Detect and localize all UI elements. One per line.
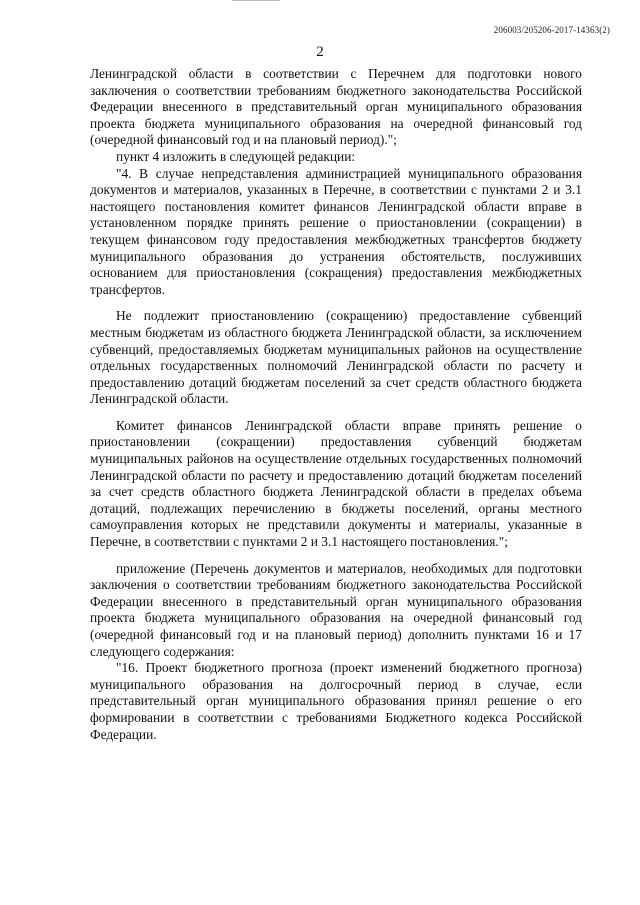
paragraph-point-4-text: "4. В случае непредставления администрацией муниципального образования документов и материалов, указанных в Перечне, в соответствии с пунктами 2 и 3.1 настоящего постановления комитет финансов Ленинградской области вправе в установленном порядке принять решение о приостановлении (сокращении) в текущем финансовом году предоставления межбюджетных трансфертов бюджету муниципального образования до устранения обстоятельств, послуживших основанием для приостановления (сокращения) предоставления межбюджетных трансфертов. xyxy=(90,165,582,297)
paragraph-subventions-exception: Не подлежит приостановлению (сокращению) предоставление субвенций местным бюджетам из областного бюджета Ленинградской области, за исключением субвенций, предоставляемых бюджетам муниципальных районов на осуществление отдельных государственных полномочий Ленинградской области по расчету и предоставлению дотаций бюджетам поселений за счет средств областного бюджета Ленинградской области. xyxy=(90,308,582,407)
page-number: 2 xyxy=(316,44,324,60)
document-registration-number: 206003/205206-2017-14363(2) xyxy=(493,25,610,35)
paragraph-continuation: Ленинградской области в соответствии с Перечнем для подготовки нового заключения о соответствии требованиям бюджетного законодательства Российской Федерации внесенного в представительный орган муниципального образования проекта бюджета муниципального образования на очередной финансовый год (очередной финансовый год и на плановый период)."; xyxy=(90,66,582,148)
paragraph-finance-committee-decision: Комитет финансов Ленинградской области вправе принять решение о приостановлении (сокращении) предоставления субвенций бюджетам муниципальных районов на осуществление отдельных государственных полномочий Ленинградской области по расчету и предоставлению дотаций бюджетам поселений за счет средств областного бюджета Ленинградской области в пределах объема дотаций, подлежащих перечислению в бюджеты поселений, органы местного самоуправления которых не представили документы и материалы, указанные в Перечне, в соответствии с пунктами 2 и 3.1 настоящего постановления."; xyxy=(90,417,582,550)
document-body xyxy=(90,66,582,743)
paragraph-appendix-amendment: приложение (Перечень документов и материалов, необходимых для подготовки заключения о соответствии требованиям бюджетного законодательства Российской Федерации внесенного в представительный орган муниципального образования проекта бюджета муниципального образования на очередной финансовый год (очередной финансовый год и на плановый период) дополнить пунктами 16 и 17 следующего содержания: xyxy=(90,560,582,659)
paragraph-point-16: "16. Проект бюджетного прогноза (проект изменений бюджетного прогноза) муниципального образования на долгосрочный период в случае, если представительный орган муниципального образования принял решение о его формировании в соответствии с требованиями Бюджетного кодекса Российской Федерации. xyxy=(90,660,582,742)
paragraph-amendment-point-4: пункт 4 изложить в следующей редакции: xyxy=(116,148,356,164)
top-edge-rule xyxy=(232,0,280,1)
